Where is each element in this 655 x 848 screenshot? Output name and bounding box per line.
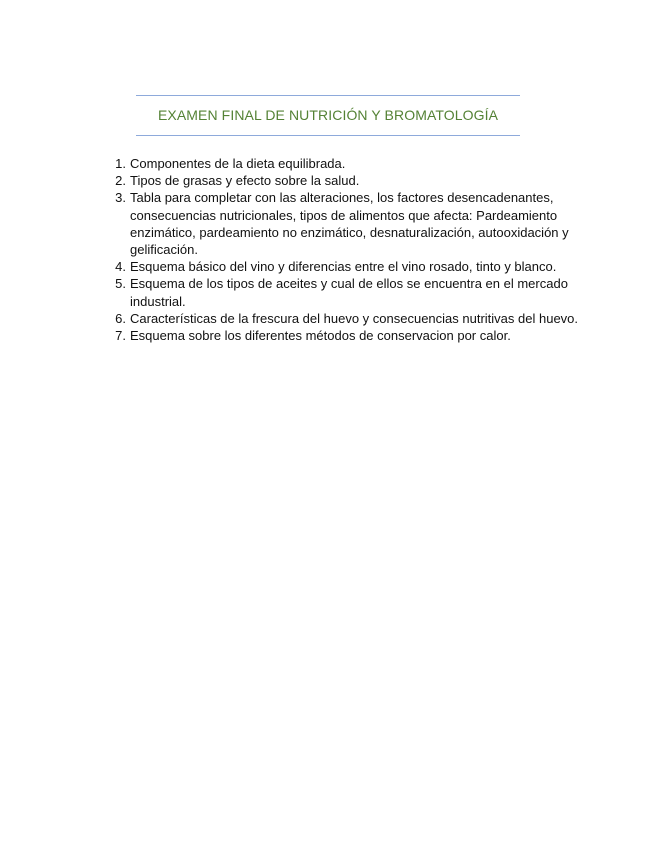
question-item-3 [108, 189, 578, 258]
document-title: EXAMEN FINAL DE NUTRICIÓN Y BROMATOLOGÍA [157, 107, 499, 123]
question-number: 2. [115, 173, 126, 189]
question-number: 3. [115, 190, 126, 206]
question-item-1 [108, 155, 578, 172]
question-item-2 [108, 172, 578, 189]
question-text: Esquema de los tipos de aceites y cual de ellos se encuentra en el mercado industrial. [130, 276, 568, 309]
title-block [136, 95, 520, 136]
question-text: Esquema básico del vino y diferencias entre el vino rosado, tinto y blanco. [130, 259, 557, 275]
question-number: 7. [115, 328, 126, 344]
question-list [108, 155, 578, 344]
question-text: Componentes de la dieta equilibrada. [130, 156, 346, 171]
question-text: Características de la frescura del huevo y consecuencias nutritivas del huevo. [130, 310, 579, 326]
question-item-5 [108, 275, 578, 309]
question-text: Tabla para completar con las alteraciones, los factores desencadenantes, consecuencias nutricionales, tipos de alimentos que afecta: Pardeamiento enzimático, pardeamiento no enzimático, desnaturalización, autooxidación y gelificación. [130, 190, 569, 258]
question-text: Esquema sobre los diferentes métodos de conservacion por calor. [130, 328, 511, 344]
question-number: 1. [115, 156, 126, 171]
question-text: Tipos de grasas y efecto sobre la salud. [130, 173, 360, 189]
title-bottom-rule [136, 135, 520, 136]
question-item-7 [108, 327, 578, 344]
question-item-6 [108, 310, 578, 327]
question-number: 5. [115, 276, 126, 292]
question-number: 4. [115, 259, 126, 275]
question-item-4 [108, 258, 578, 275]
question-number: 6. [115, 310, 126, 326]
